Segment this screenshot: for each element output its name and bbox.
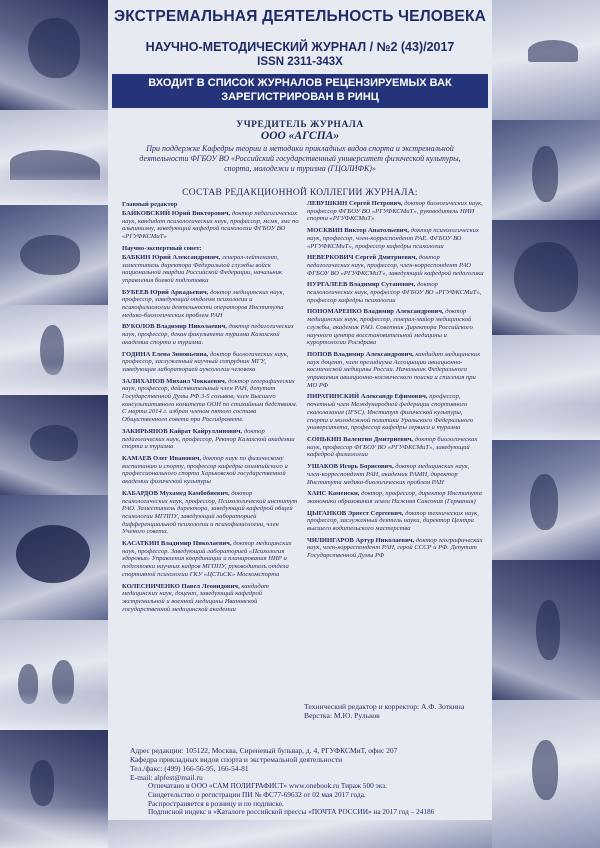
member-credentials: доктор психологических наук, профессор, Психологический институт РАО. Заместитель директора, заведующий кафедрой общей психологии МГППУ, заведующий лабораторией дифференциальной психологии и психофизиологии, член Ученого совета. xyxy=(122,489,298,536)
member-credentials: генерал-лейтенант, заместитель директора Федеральной службы войск национальной гвардии Российской Федерации, начальник управления боевой подготовки xyxy=(122,253,283,284)
member-name: ЧИЛИНГАРОВ Артур Николаевич, xyxy=(307,536,415,544)
glacier-photo xyxy=(492,335,600,440)
board-member xyxy=(122,289,299,320)
banner-line-rinc: ЗАРЕГИСТРИРОВАН В РИНЦ xyxy=(221,90,379,103)
member-name: КОЛЕСНИЧЕНКО Павел Леонидович, xyxy=(122,582,240,590)
skydiving-photo xyxy=(0,395,108,495)
board-member xyxy=(307,436,484,459)
board-member xyxy=(307,510,484,533)
member-name: ЗАКИРЬЯНОВ Кайрат Кайруллинович, xyxy=(122,427,243,435)
member-credentials: кандидат медицинских наук, доцент, заведующий кафедрой экстремальной и военной медицины Ивановской государственной медицинской академии xyxy=(122,582,269,613)
skier-photo xyxy=(0,305,108,395)
support-statement: При поддержке Кафедры теории и методики прикладных видов спорта и экстремальной деятельности ФГБОУ ВО «Российский государственный университет физической культуры, спорта, молодежи и туризма (ГЦОЛИФК)» xyxy=(139,143,461,173)
member-credentials: доктор психологических наук, профессор, член-корреспондент РАЕ. ФГБОУ ВО «РГУФКСМиТ», профессор кафедры психологии xyxy=(307,227,479,250)
member-name: БАЙКОВСКИЙ Юрий Викторович, xyxy=(122,210,231,217)
tech-editor: Технический редактор и корректор: А.Ф. Зоткина xyxy=(304,702,465,711)
member-credentials: доктор биологических наук, профессор ФГБОУ ВО «РГУФКСМиТ», руководитель НИИ спорта «РГУФКСМиТ» xyxy=(307,200,483,223)
member-name: КАБАРДОВ Мухамед Камбобиевич, xyxy=(122,489,230,497)
member-name: УШАКОВ Игорь Борисович, xyxy=(307,463,394,471)
member-credentials: кандидат медицинских наук доцент, член президиума Ассоциации авиационно-космической медицины России. Начальник Федерального управления авиационно-космического поиска и спасения при МО РФ xyxy=(307,350,481,389)
member-credentials: доктор биологических наук, профессор, заслуженный научный сотрудник МГУ, заведующая лабораторией ауксологии человека xyxy=(122,350,289,373)
address-line: Адрес редакции: 105122, Москва, Сиреневый бульвар, д. 4, РГУФКСМиТ, офис 207 xyxy=(130,746,398,755)
member-name: ГОДИНА Елена Зиновьевна, xyxy=(122,350,209,358)
member-name: ПОНОМАРЕНКО Владимир Александрович, xyxy=(307,308,444,316)
redbull-helmet-photo xyxy=(0,495,108,620)
accreditation-banner xyxy=(112,74,488,108)
technical-credits xyxy=(304,702,464,721)
founder-block xyxy=(130,120,470,174)
board-member xyxy=(307,490,484,505)
board-member xyxy=(122,540,299,579)
print-info xyxy=(148,782,498,817)
member-credentials: доктор технических наук, профессор, заслуженный деятель науки, директор Центра высшего водительского мастерства xyxy=(307,509,479,533)
member-credentials: доктор педагогических наук, кандидат психологических наук, профессор, мсмк, змс по альпинизму, заведующий кафедрой психологии ФГБОУ ВО «РГУФКСМиТ» xyxy=(122,210,299,241)
editorial-address xyxy=(130,746,472,783)
chief-editor-label: Главный редактор xyxy=(122,201,178,208)
board-member xyxy=(122,583,299,614)
member-credentials: доктор медицинских наук, профессор, генерал-майор медицинской службы, академик РАО. Советник Директора Российского научного центра восстановительной медицины и курортологии Росздрава xyxy=(307,308,473,347)
member-credentials: доктор педагогических наук, профессор, Ректор Казахской академии спорта и туризма xyxy=(122,427,295,451)
registration-line: Свидетельство о регистрации ПИ № ФС77-69632 от 02 мая 2017 года. xyxy=(148,789,366,799)
member-name: ПОПОВ Владимир Александрович, xyxy=(307,350,414,358)
ice-climbing-photo xyxy=(492,120,600,220)
masthead xyxy=(108,0,492,68)
board-member xyxy=(122,323,299,346)
department-line: Кафедра прикладных видов спорта и экстремальной деятельности xyxy=(130,755,343,765)
subscription-line: Подписной индекс в «Каталоге российской прессы «ПОЧТА РОССИИ» на 2017 год – 24186 xyxy=(148,807,435,817)
diver-photo xyxy=(0,205,108,305)
board-member xyxy=(307,254,484,277)
member-name: ЗАЛИХАНОВ Михаил Чоккаевич, xyxy=(122,377,227,385)
cliff-climber-photo xyxy=(492,560,600,700)
journal-subtitle: НАУЧНО-МЕТОДИЧЕСКИЙ ЖУРНАЛ / №2 (43)/2017 xyxy=(145,40,455,54)
member-name: КАСАТКИН Владимир Николаевич, xyxy=(122,540,232,548)
soldiers-photo xyxy=(0,620,108,730)
member-name: НУРГАЛЕЕВ Владимир Сутанович, xyxy=(307,281,416,289)
board-member xyxy=(122,428,299,451)
printer-line: Отпечатано в ООО «САМ ПОЛИГРАФИСТ» www.onebook.ru Тираж 500 экз. xyxy=(148,781,387,790)
ice-wall-photo xyxy=(492,700,600,848)
member-name: НЕВЕРКОВИЧ Сергей Дмитриевич, xyxy=(307,254,418,262)
member-credentials: доктор наук по физическому воспитанию и спорту, профессор кафедры олимпийского и профессионального спорта Харьковской государственной академии физической культуры xyxy=(122,454,288,486)
member-credentials: доктор географических наук, член-корреспондент РАН, герой СССР и РФ. Депутат Государственной Думы РФ xyxy=(307,536,483,560)
member-credentials: доктор медицинских наук, профессор. Заведующий лабораторией «Психология здоровья» Управления координации и планирования НИР и подготовки научных кадров МГППУ, руководитель отдела спортивной психологии ГКУ «ЦСТиСК» Москомспорта xyxy=(122,540,292,578)
journal-title: ЭКСТРЕМАЛЬНАЯ ДЕЯТЕЛЬНОСТЬ ЧЕЛОВЕКА xyxy=(113,8,487,25)
climber-mask-photo xyxy=(0,0,108,110)
rock-climber-photo xyxy=(492,440,600,560)
member-name: КАМАЕВ Олег Иванович, xyxy=(122,454,202,462)
member-credentials: доктор педагогических наук, профессор, член-корреспондент РАО ФГБОУ ВО «РГУФКСМиТ», заведующий кафедрой педагогики xyxy=(307,254,484,277)
member-name: СОНЬКИН Валентин Дмитриевич, xyxy=(307,435,413,443)
founder-label: УЧРЕДИТЕЛЬ ЖУРНАЛА xyxy=(236,119,364,130)
board-member xyxy=(307,463,484,486)
journal-imprint-panel xyxy=(108,0,492,820)
board-member xyxy=(307,537,484,560)
masked-climber-photo xyxy=(492,220,600,335)
board-member xyxy=(307,351,484,390)
member-name: ХАНС Каменски, xyxy=(307,490,360,498)
member-credentials: профессор, почетный член Международной федерации спортивного скалолазания (IFSC). Институт физической культуры, спорта и молодежной политики Уральского Федерального университета, профессор кафедры сервиса и туризма xyxy=(307,393,474,432)
board-member xyxy=(307,200,484,223)
editorial-board xyxy=(122,200,484,617)
founder-name: ООО «АГСПА» xyxy=(260,129,340,142)
snow-expedition-photo xyxy=(0,730,108,848)
board-left-column xyxy=(122,200,299,617)
email-line: E-mail: alpfest@mail.ru xyxy=(130,773,203,783)
member-credentials: доктор географических наук, профессор, действительный член РАН, депутат Государственной Думы РФ 3-5 созывов, член Высшего консультативного комитета ООН по стихийным бедствиям. С марта 2014 г. избран членом пятого состава Общественного совета при Росгидромете. xyxy=(122,377,298,424)
banner-line-vak: ВХОДИТ В СПИСОК ЖУРНАЛОВ РЕЦЕНЗИРУЕМЫХ ВАК xyxy=(148,77,452,89)
board-title: СОСТАВ РЕДАКЦИОННОЙ КОЛЛЕГИИ ЖУРНАЛА: xyxy=(182,187,418,198)
member-credentials: доктор, профессор, директор Института экономики образования земли Нижняя Саксония (Германия) xyxy=(307,490,482,505)
issn: ISSN 2311-343X xyxy=(257,56,343,68)
board-right-column xyxy=(307,200,484,617)
member-credentials: доктор педагогических наук, профессор, декан факультета туризма Казахской академии спорта и туризма. xyxy=(122,323,294,346)
member-credentials: доктор биологических наук, профессор ФГБОУ ВО «РГУФКСМиТ», заведующий кафедрой физиологии xyxy=(307,435,478,459)
distribution-line: Распространяется в розницу и по подписке. xyxy=(148,798,284,808)
board-member xyxy=(307,281,484,304)
board-member xyxy=(122,254,299,285)
member-name: ВУКОЛОВ Владимир Николаевич, xyxy=(122,323,227,331)
member-credentials: доктор медицинских наук, профессор, заведующий отделом психологии и психофизиологии деятельности операторов Института медико-биологических проблем РАН xyxy=(122,288,285,319)
board-member xyxy=(307,308,484,347)
member-name: МОСКВИН Виктор Анатольевич, xyxy=(307,227,409,235)
board-member xyxy=(307,227,484,250)
board-member xyxy=(122,455,299,486)
member-name: БАБКИН Юрий Александрович, xyxy=(122,253,221,261)
member-credentials: доктор медицинских наук, член-корреспондент РАН, академик РАМН, директор Института медико-биологических проблем РАН xyxy=(307,463,470,486)
member-name: ЛЕВУШКИН Сергей Петрович, xyxy=(307,200,403,207)
bottom-snow-photo xyxy=(108,820,492,848)
paraglider-photo xyxy=(492,0,600,120)
member-name: БУБЕЕВ Юрий Аркадьевич, xyxy=(122,288,209,296)
board-member xyxy=(122,210,299,241)
member-credentials: доктор психологических наук, профессор ФГБОУ ВО «РГУФКСМиТ», профессор кафедры психологии xyxy=(307,281,482,304)
council-label: Научно-экспертный совет: xyxy=(122,244,202,252)
layout-credit: Верстка: М.Ю. Рульков xyxy=(304,711,380,721)
member-name: ПИРАТИНСКИЙ Александр Ефимович, xyxy=(307,393,428,401)
mountain-photo xyxy=(0,110,108,205)
board-member xyxy=(122,490,299,536)
board-member xyxy=(122,351,299,374)
board-member xyxy=(307,393,484,432)
member-name: ЦЫГАНКОВ Эрнест Сергеевич, xyxy=(307,509,404,517)
phone-line: Тел./факс: (499) 166-56-95, 166-54-81 xyxy=(130,764,249,774)
board-member xyxy=(122,378,299,424)
